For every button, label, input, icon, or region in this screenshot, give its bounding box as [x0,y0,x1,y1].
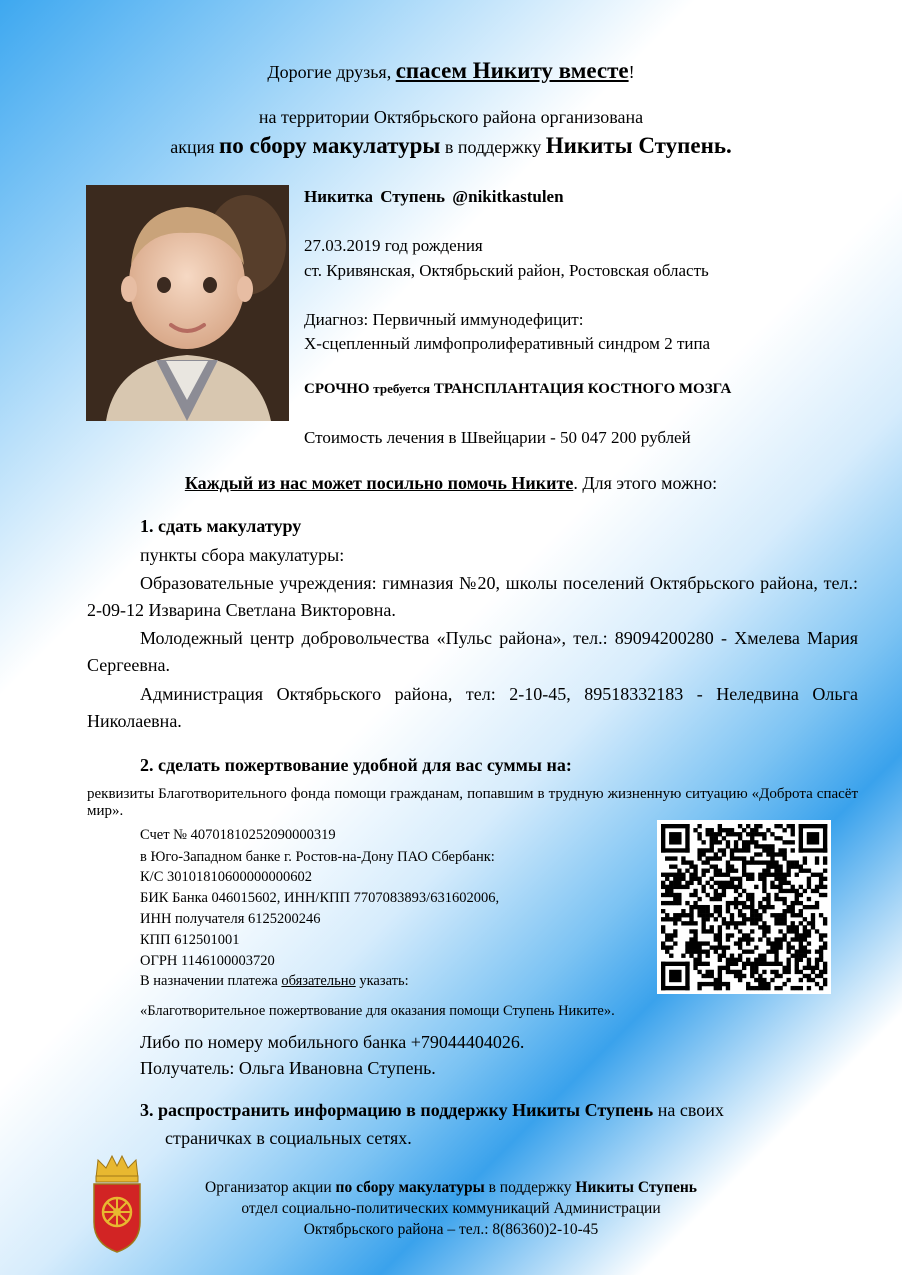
footer-l1-name: Никиты Ступень [575,1179,697,1196]
help-bold: Каждый из нас может посильно помочь Никите [184,473,574,493]
payment-quote: «Благотворительное пожертвование для оказания помощи Ступень Никите». [140,1003,615,1019]
diagnosis-line-1: Диагноз: Первичный иммунодефицит: [304,310,584,329]
bank-kpp: КПП 612501001 [140,932,240,948]
collection-point-1: Образовательные учреждения: гимназия №20, школы поселений Октябрьского района, тел.: 2-09-12 Изварина Светлана Викторовна. [87,573,858,620]
urgent-procedure: ТРАНСПЛАНТАЦИЯ КОСТНОГО МОЗГА [433,381,732,397]
footer-line-1 [0,1177,902,1198]
footer-organizer [0,1177,902,1240]
help-rest: . Для этого можно: [573,473,718,493]
footer-l1-mid: в поддержку [488,1179,572,1196]
step1-heading: 1. сдать макулатуру [140,516,302,536]
diagnosis-line-2: Х-сцепленный лимфопролиферативный синдром 2 типа [304,334,711,353]
child-portrait-svg [86,185,289,421]
campaign-bold: по сбору макулатуры [219,133,441,158]
campaign-name: Никиты Ступень. [545,133,732,158]
bank-inn: ИНН получателя 6125200246 [140,911,321,927]
child-name: Никитка Ступень @nikitkastulen [304,187,564,206]
campaign-line [0,133,902,159]
bank-bik: БИК Банка 046015602, ИНН/КПП 7707083893/631602006, [140,890,500,906]
step3-rest: на своих [653,1100,724,1120]
purpose-pre: В назначении платежа [140,973,278,989]
payment-purpose [140,973,409,990]
step3 [140,1096,858,1152]
footer-line-2: отдел социально-политических коммуникаций Администрации [241,1200,661,1217]
child-address: ст. Кривянская, Октябрьский район, Ростовская область [304,261,709,280]
greeting-line [0,58,902,84]
footer-line-3: Октябрьского района – тел.: 8(86360)2-10-45 [303,1221,599,1238]
bank-ogrn: ОГРН 1146100003720 [140,953,275,969]
purpose-post: указать: [359,973,409,989]
purpose-mandatory: обязательно [281,973,356,989]
greeting-slogan: спасем Никиту вместе [395,58,629,83]
fund-requisites: реквизиты Благотворительного фонда помощи гражданам, попавшим в трудную жизненную ситуацию «Доброта спасёт мир». [87,786,858,819]
urgent-word: СРОЧНО [304,381,370,397]
help-line [0,473,902,494]
qr-code[interactable] [657,820,831,994]
urgent-notice [304,381,731,398]
child-portrait-photo [86,185,289,421]
treatment-cost: Стоимость лечения в Швейцарии - 50 047 200 рублей [304,428,691,447]
collection-point-2: Молодежный центр добровольчества «Пульс района», тел.: 89094200280 - Хмелева Мария Сергеевна. [87,628,858,675]
step3-bold: 3. распространить информацию в поддержку Никиты Ступень [140,1100,654,1120]
intro-line: на территории Октябрьского района организована [258,107,644,127]
greeting-text: Дорогие друзья, [267,62,392,82]
greeting-exclaim: ! [628,62,635,82]
recipient: Получатель: Ольга Ивановна Ступень. [140,1058,436,1078]
campaign-text-2: в поддержку [444,137,542,157]
bank-ks: К/С 30101810600000000602 [140,869,312,885]
step2-heading: 2. сделать пожертвование удобной для вас суммы на: [140,755,572,775]
bank-name: в Юго-Западном банке г. Ростов-на-Дону ПАО Сбербанк: [140,849,495,865]
bank-account: Счет № 40701810252090000319 [140,827,336,843]
step3-line2: страничках в социальных сетях. [165,1128,412,1148]
footer-l1-pre: Организатор акции [205,1179,332,1196]
campaign-text-1: акция [170,137,215,157]
mobile-bank: Либо по номеру мобильного банка +79044404026. [140,1032,525,1052]
collection-point-3: Администрация Октябрьского района, тел: 2-10-45, 89518332183 - Неледвина Ольга Николаевна. [87,684,858,731]
child-birth: 27.03.2019 год рождения [304,236,483,255]
qr-code-svg [657,820,831,994]
step1-subheading: пункты сбора макулатуры: [140,545,345,565]
urgent-required: требуется [373,381,431,396]
footer-l1-bold: по сбору макулатуры [335,1179,485,1196]
